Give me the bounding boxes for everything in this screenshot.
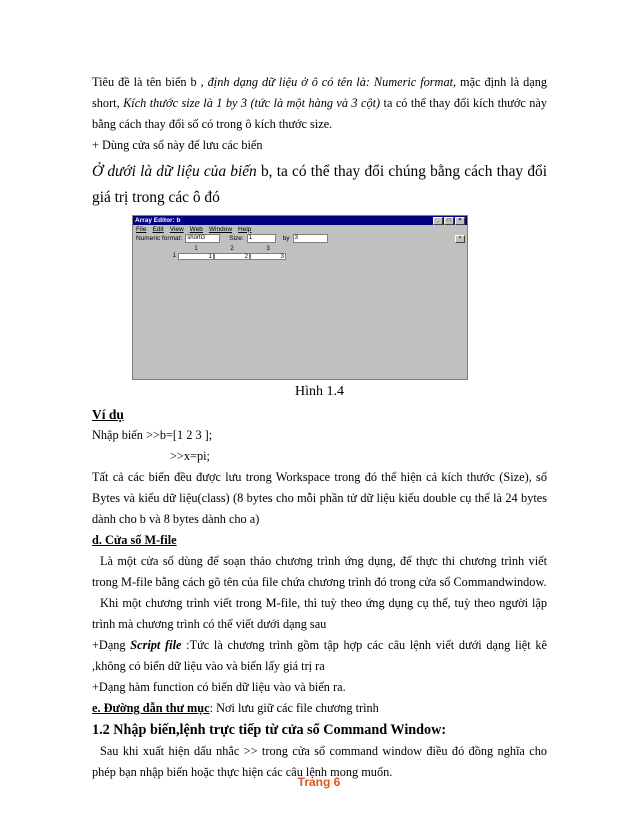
- menu-view[interactable]: View: [169, 225, 184, 233]
- close-icon[interactable]: ×: [455, 235, 465, 243]
- paragraph-10: Sau khi xuất hiện dấu nhắc >> trong cửa sổ command window điều đó đồng nghĩa cho phép bạn nhập biến hoặc thực hiện các câu lệnh mong muốn.: [92, 744, 547, 779]
- code-line-1: Nhập biến >>b=[1 2 3 ];: [92, 428, 213, 442]
- paragraph-3: [92, 159, 547, 211]
- column-header: 3: [266, 246, 270, 252]
- text: : Nơi lưu giữ các file chương trình: [209, 701, 379, 715]
- document-body: [92, 72, 547, 783]
- grid-cell[interactable]: 3: [250, 253, 286, 260]
- paragraph-5: Là một cửa sổ dùng để soạn thảo chương trình ứng dụng, để thực thi chương trình viết trong M-file bằng cách gõ tên của file chứa chương trình đó trong cửa sổ Commandwindow.: [92, 554, 547, 589]
- paragraph-6: Khi một chương trình viết trong M-file, thì tuỳ theo ứng dụng cụ thể, tuỳ theo người lập trình mà chương trình có thể viết dưới dạng sau: [92, 596, 547, 631]
- paragraph-2: + Dùng cửa sổ này để lưu các biến: [92, 138, 263, 152]
- paragraph-9: [92, 698, 547, 719]
- heading-1-2: 1.2 Nhập biến,lệnh trực tiếp từ cửa sổ Command Window:: [92, 722, 447, 738]
- array-editor-window: [132, 215, 468, 380]
- grid-cell[interactable]: 1: [178, 253, 214, 260]
- heading-e: e. Đường dẫn thư mục: [92, 701, 210, 715]
- heading-d: d. Cửa sổ M-file: [92, 533, 177, 547]
- column-header: 1: [194, 246, 198, 252]
- menu-window[interactable]: Window: [208, 225, 233, 233]
- paragraph-4: Tất cả các biến đều được lưu trong Workspace trong đó thể hiện cả kích thước (Size), số Bytes và kiểu dữ liệu(class) (8 bytes cho mỗi phần tử dữ liệu kiểu double cụ thể là 24 bytes dành cho b và 8 bytes dành cho a): [92, 470, 547, 526]
- text-italic: Script file: [130, 638, 182, 652]
- heading-vidu: Ví dụ: [92, 407, 124, 422]
- paragraph-7: [92, 635, 547, 677]
- by-input[interactable]: 3: [293, 234, 328, 243]
- text: Tiêu đề là tên biến b ,: [92, 75, 208, 89]
- array-grid: [134, 246, 466, 378]
- text-italic: Ở dưới là dữ liệu của biến: [92, 163, 257, 180]
- menu-web[interactable]: Web: [189, 225, 203, 233]
- paragraph-8: +Dạng hàm function có biến dữ liệu vào và biến ra.: [92, 680, 346, 694]
- row-header: 1: [172, 253, 176, 259]
- window-title-bar[interactable]: [133, 216, 467, 225]
- maximize-button[interactable]: □: [444, 217, 454, 225]
- by-label: by: [282, 235, 290, 242]
- numeric-format-label: Numeric format:: [136, 235, 183, 242]
- numeric-format-select[interactable]: shortG: [185, 234, 220, 243]
- grid-cell[interactable]: 2: [214, 253, 250, 260]
- menu-bar: [133, 225, 467, 233]
- text-italic: định dạng dữ liệu ở ô có tên là: Numeric format,: [207, 75, 457, 89]
- menu-edit[interactable]: Edit: [152, 225, 164, 233]
- minimize-button[interactable]: _: [433, 217, 443, 225]
- paragraph-1: [92, 72, 547, 135]
- page-number: Trang 6: [297, 775, 341, 789]
- text: mặc định là dạng short,: [92, 75, 548, 110]
- size-input[interactable]: 1: [247, 234, 276, 243]
- menu-help[interactable]: Help: [238, 225, 252, 233]
- text: :Tức là chương trình gồm tập hợp các câu lệnh viết dưới dạng liệt kê ,không có biến dữ liệu vào và biến lấy giá trị ra: [92, 638, 547, 673]
- size-label: Size:: [229, 235, 244, 242]
- window-title: Array Editor: b: [135, 217, 181, 224]
- text: +Dạng: [92, 638, 131, 652]
- text: b, ta có thể thay đổi chúng bằng cách thay đổi giá trị trong các ô đó: [92, 163, 547, 206]
- column-header: 2: [230, 246, 234, 252]
- figure-caption: Hình 1.4: [295, 384, 344, 399]
- close-button[interactable]: ×: [455, 217, 465, 225]
- menu-file[interactable]: File: [136, 225, 147, 233]
- text-italic: Kích thước size là 1 by 3 (tức là một hàng và 3 cột): [123, 96, 381, 110]
- toolbar: [133, 233, 467, 244]
- code-line-2: >>x=pi;: [170, 449, 210, 463]
- text: ta có thể thay đổi kích thước này bằng cách thay đổi số có trong ô kích thước size.: [92, 96, 547, 131]
